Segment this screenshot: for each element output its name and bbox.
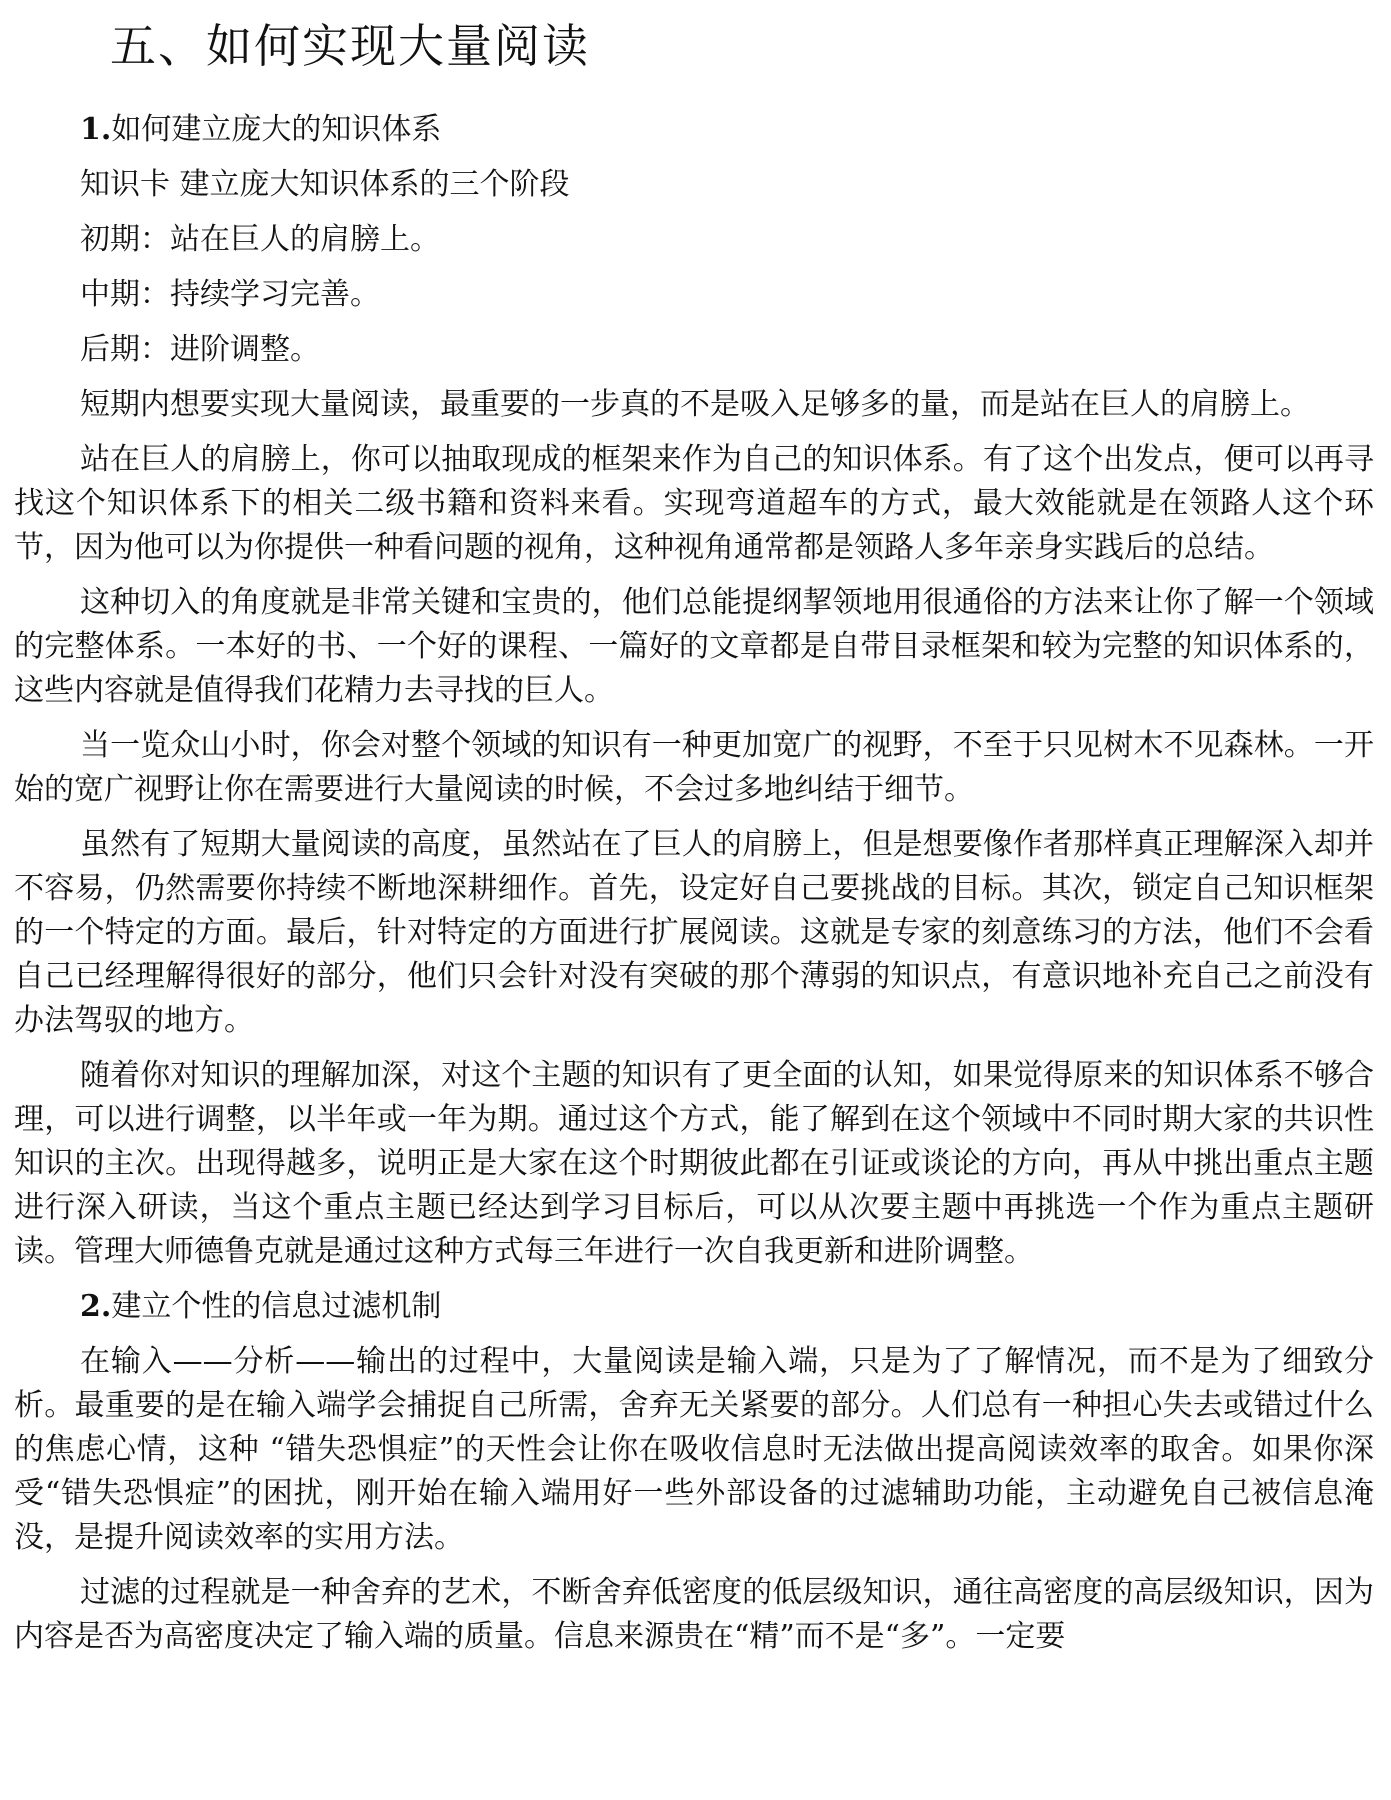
paragraph-7: 在输入——分析——输出的过程中，大量阅读是输入端，只是为了了解情况，而不是为了细致分析。最重要的是在输入端学会捕捉自己所需，舍弃无关紧要的部分。人们总有一种担心失去或错过什么的焦虑心情，这种 “错失恐惧症”的天性会让你在吸收信息时无法做出提高阅读效率的取舍。如果你深受“错失恐惧症”的困扰，刚开始在输入端用好一些外部设备的过滤辅助功能，主动避免自己被信息淹没，是提升阅读效率的实用方法。	[14, 1344, 1374, 1555]
knowledge-card-title: 知识卡 建立庞大知识体系的三个阶段	[80, 167, 570, 202]
section-1-heading	[14, 108, 1374, 152]
paragraph-1: 短期内想要实现大量阅读，最重要的一步真的不是吸入足够多的量，而是站在巨人的肩膀上。	[80, 387, 1310, 422]
section-2-heading-text: 建立个性的信息过滤机制	[111, 1289, 442, 1324]
chapter-title: 五、如何实现大量阅读	[110, 19, 590, 73]
paragraph-8: 过滤的过程就是一种舍弃的艺术，不断舍弃低密度的低层级知识，通往高密度的高层级知识，因为内容是否为高密度决定了输入端的质量。信息来源贵在“精”而不是“多”。一定要	[14, 1575, 1374, 1654]
paragraph-5: 虽然有了短期大量阅读的高度，虽然站在了巨人的肩膀上，但是想要像作者那样真正理解深入却并不容易，仍然需要你持续不断地深耕细作。首先，设定好自己要挑战的目标。其次，锁定自己知识框架的一个特定的方面。最后，针对特定的方面进行扩展阅读。这就是专家的刻意练习的方法，他们不会看自己已经理解得很好的部分，他们只会针对没有突破的那个薄弱的知识点，有意识地补充自己之前没有办法驾驭的地方。	[14, 827, 1374, 1038]
document-body	[14, 108, 1374, 1670]
stage-late: 后期：进阶调整。	[80, 332, 320, 367]
section-2-heading	[14, 1285, 1374, 1329]
section-1-heading-text: 如何建立庞大的知识体系	[111, 112, 442, 147]
paragraph-4: 当一览众山小时，你会对整个领域的知识有一种更加宽广的视野，不至于只见树木不见森林。一开始的宽广视野让你在需要进行大量阅读的时候，不会过多地纠结于细节。	[14, 728, 1374, 807]
section-1-number: 1.	[80, 112, 112, 147]
paragraph-6: 随着你对知识的理解加深，对这个主题的知识有了更全面的认知，如果觉得原来的知识体系不够合理，可以进行调整，以半年或一年为期。通过这个方式，能了解到在这个领域中不同时期大家的共识性知识的主次。出现得越多，说明正是大家在这个时期彼此都在引证或谈论的方向，再从中挑出重点主题进行深入研读，当这个重点主题已经达到学习目标后，可以从次要主题中再挑选一个作为重点主题研读。管理大师德鲁克就是通过这种方式每三年进行一次自我更新和进阶调整。	[14, 1058, 1374, 1269]
stage-early: 初期：站在巨人的肩膀上。	[80, 222, 440, 257]
paragraph-2: 站在巨人的肩膀上，你可以抽取现成的框架来作为自己的知识体系。有了这个出发点，便可以再寻找这个知识体系下的相关二级书籍和资料来看。实现弯道超车的方式，最大效能就是在领路人这个环节，因为他可以为你提供一种看问题的视角，这种视角通常都是领路人多年亲身实践后的总结。	[14, 442, 1374, 565]
paragraph-3: 这种切入的角度就是非常关键和宝贵的，他们总能提纲挈领地用很通俗的方法来让你了解一个领域的完整体系。一本好的书、一个好的课程、一篇好的文章都是自带目录框架和较为完整的知识体系的，这些内容就是值得我们花精力去寻找的巨人。	[14, 585, 1374, 708]
stage-middle: 中期：持续学习完善。	[80, 277, 380, 312]
section-2-number: 2.	[80, 1289, 112, 1324]
